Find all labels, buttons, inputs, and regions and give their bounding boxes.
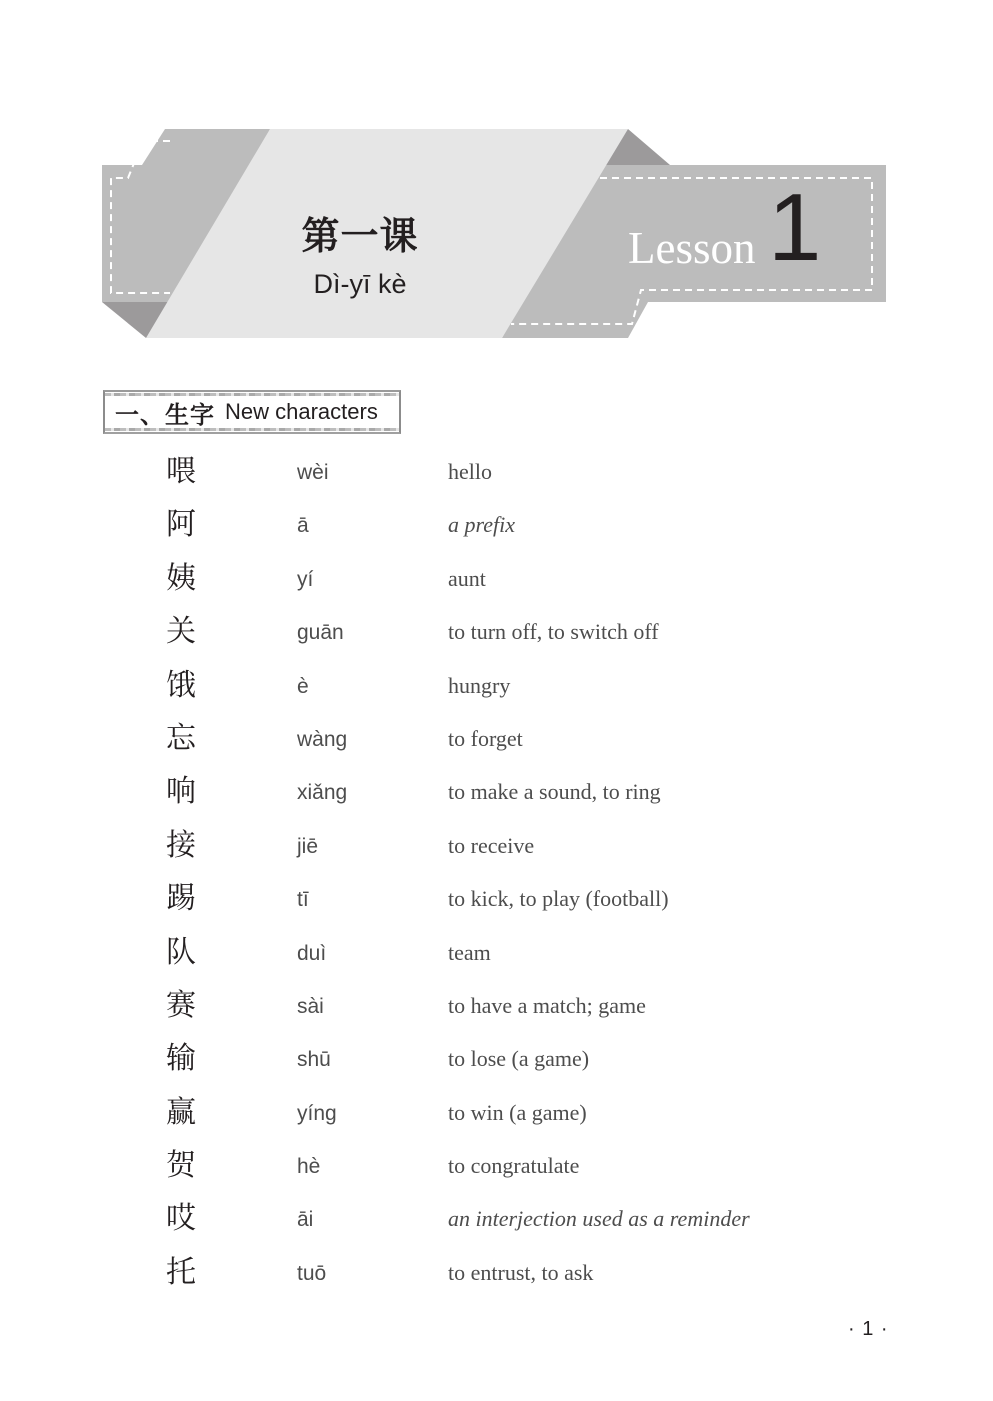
vocab-row	[0, 1140, 993, 1193]
vocab-character: 饿	[166, 667, 196, 703]
vocab-pinyin: xiǎng	[297, 781, 348, 805]
vocab-pinyin: duì	[297, 941, 327, 965]
vocab-meaning: to forget	[448, 725, 523, 751]
decorative-border	[105, 393, 399, 396]
vocab-meaning: to entrust, to ask	[448, 1259, 594, 1285]
vocab-meaning: to win (a game)	[448, 1099, 587, 1125]
section-title-chinese: 一、生字	[115, 400, 215, 429]
vocab-meaning: an interjection used as a reminder	[448, 1206, 750, 1232]
vocab-row	[0, 606, 993, 659]
vocab-meaning: to have a match; game	[448, 992, 646, 1018]
vocab-row	[0, 660, 993, 713]
vocab-pinyin: sài	[297, 994, 324, 1018]
vocab-row	[0, 446, 993, 499]
vocab-meaning: team	[448, 939, 491, 965]
lesson-banner	[0, 0, 993, 360]
section-heading-new-characters	[103, 390, 401, 434]
vocab-row	[0, 713, 993, 766]
vocab-meaning: to turn off, to switch off	[448, 619, 659, 645]
decorative-border	[105, 428, 399, 431]
vocab-pinyin: hè	[297, 1155, 321, 1179]
vocabulary-list	[0, 446, 993, 1300]
banner-graphic	[0, 0, 993, 360]
lesson-number: 1	[768, 174, 822, 281]
vocab-meaning: hello	[448, 459, 492, 484]
vocab-row	[0, 980, 993, 1033]
vocab-row	[0, 499, 993, 552]
vocab-character: 踢	[166, 881, 196, 917]
vocab-pinyin: āi	[297, 1208, 314, 1232]
vocab-character: 赛	[166, 987, 196, 1023]
vocab-character: 忘	[166, 720, 196, 756]
vocab-meaning: hungry	[448, 672, 511, 698]
vocab-meaning: to make a sound, to ring	[448, 779, 661, 805]
vocab-row	[0, 1087, 993, 1140]
vocab-character: 队	[166, 934, 196, 970]
vocab-row	[0, 1247, 993, 1300]
vocab-pinyin: jiē	[297, 834, 319, 858]
vocab-character: 贺	[166, 1148, 196, 1184]
vocab-meaning: a prefix	[448, 512, 515, 538]
vocab-row	[0, 873, 993, 926]
vocab-character: 喂	[166, 454, 196, 489]
lesson-title-pinyin: Dì-yī kè	[313, 269, 407, 299]
vocab-pinyin: ā	[297, 514, 309, 538]
vocab-character: 姨	[166, 560, 196, 596]
vocab-pinyin: tuō	[297, 1261, 327, 1285]
vocab-row	[0, 927, 993, 980]
vocab-pinyin: yíng	[297, 1101, 337, 1125]
vocab-row	[0, 1033, 993, 1086]
vocab-meaning: to receive	[448, 832, 535, 858]
vocab-meaning: to kick, to play (football)	[448, 886, 669, 912]
vocab-row	[0, 1193, 993, 1246]
vocab-row	[0, 820, 993, 873]
vocab-pinyin: è	[297, 674, 309, 698]
lesson-title-chinese: 第一课	[301, 214, 419, 258]
vocab-pinyin: tī	[297, 888, 309, 912]
section-title-english: New characters	[225, 399, 378, 424]
vocab-character: 接	[166, 827, 196, 863]
vocab-meaning: to congratulate	[448, 1153, 580, 1179]
vocab-pinyin: yí	[297, 567, 314, 591]
vocab-character: 响	[166, 774, 196, 810]
vocab-pinyin: guān	[297, 621, 344, 645]
vocab-character: 阿	[166, 507, 196, 543]
page-number: · 1 ·	[848, 1318, 889, 1340]
vocab-pinyin: wàng	[297, 727, 348, 751]
vocab-character: 赢	[166, 1094, 196, 1130]
vocab-row	[0, 766, 993, 819]
vocab-pinyin: shū	[297, 1048, 331, 1072]
vocab-pinyin: wèi	[297, 461, 329, 484]
vocab-row	[0, 553, 993, 606]
lesson-label: Lesson	[628, 223, 756, 273]
vocab-meaning: aunt	[448, 565, 486, 591]
vocab-character: 哎	[166, 1201, 196, 1237]
vocab-meaning: to lose (a game)	[448, 1046, 590, 1072]
vocab-character: 输	[166, 1041, 196, 1077]
vocab-character: 托	[166, 1254, 196, 1290]
vocab-character: 关	[166, 614, 196, 650]
